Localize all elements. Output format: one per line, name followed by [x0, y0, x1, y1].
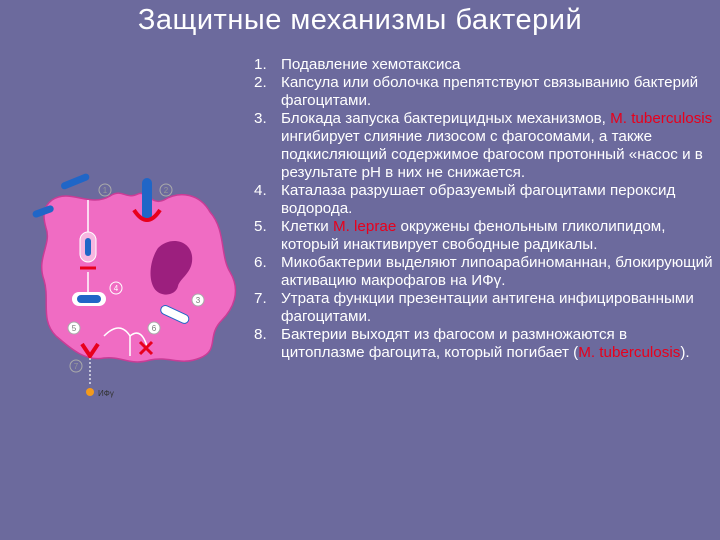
svg-text:1: 1: [102, 186, 108, 195]
step-5: [68, 322, 80, 334]
svg-text:4: 4: [113, 284, 119, 293]
step-6: [148, 322, 160, 334]
list-item: 8. Бактерии выходят из фагосом и размножаются в цитоплазме фагоцита, который погибает (M. tuberculosis).: [254, 326, 690, 361]
phagosome-2-bacterium: [77, 295, 101, 303]
phagocyte-diagram: [30, 160, 260, 410]
slide-title: Защитные механизмы бактерий: [137, 4, 583, 36]
list-item: 1. Подавление хемотаксиса: [254, 56, 461, 73]
species-name: M. tuberculosis: [610, 110, 713, 127]
list-item: 2. Капсула или оболочка препятствуют связыванию бактерий фагоцитами.: [254, 74, 699, 109]
phagosome-1-bacterium: [85, 238, 91, 256]
ifn-label: ИФγ: [98, 389, 114, 398]
species-name: M. tuberculosis: [578, 344, 681, 361]
list-item: 4. Каталаза разрушает образуемый фагоцитами пероксид водорода.: [254, 182, 676, 217]
svg-text:6: 6: [151, 324, 157, 333]
list-item: 6. Микобактерии выделяют липоарабиноманнан, блокирующий активацию макрофагов на ИФγ.: [254, 254, 713, 289]
step-3: [192, 294, 204, 306]
svg-text:7: 7: [73, 362, 79, 371]
ifn-dot: [86, 388, 94, 396]
svg-text:3: 3: [195, 296, 201, 305]
list-item: 3. Блокада запуска бактерицидных механизмов, M. tuberculosis ингибирует слияние лизосом с фагосомами, а также подкисляющий содержимое фагосом протонный «насос и в результате pH в них не снижается.: [254, 110, 713, 181]
species-name: M. leprae: [332, 218, 397, 235]
list-item: 7. Утрата функции презентации антигена инфицированными фагоцитами.: [254, 290, 694, 325]
list-item: 5. Клетки M. leprae окружены фенольным гликолипидом, который инактивирует свободные радикалы.: [254, 218, 666, 253]
bacterium-entering: [142, 178, 152, 220]
mechanism-list: [252, 56, 714, 362]
svg-text:5: 5: [71, 324, 77, 333]
svg-text:2: 2: [163, 186, 169, 195]
